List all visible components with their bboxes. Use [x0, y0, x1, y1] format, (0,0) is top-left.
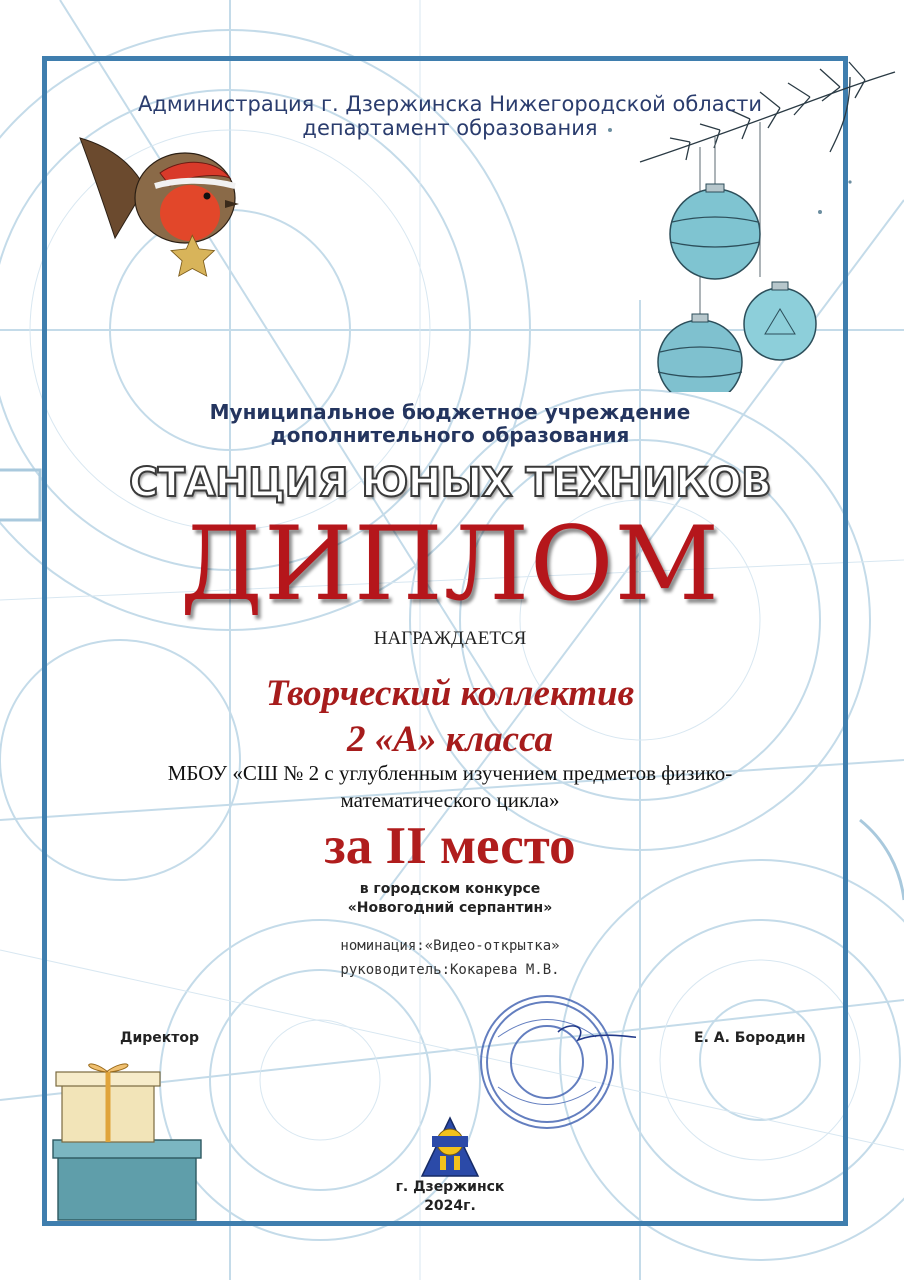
- contest-line2: «Новогодний серпантин»: [347, 900, 553, 916]
- director-label: Директор: [120, 1030, 200, 1046]
- institution-type: [60, 401, 840, 447]
- nomination: номинация:«Видео-открытка»: [340, 938, 560, 954]
- footer-city: г. Дзержинск: [395, 1179, 505, 1195]
- recipient-line2: 2 «А» класса: [346, 719, 554, 760]
- official-stamp-icon: [458, 992, 636, 1132]
- diploma-title: ДИПЛОМ: [179, 505, 720, 624]
- gift-boxes-icon: [48, 1058, 208, 1228]
- director-name: Е. А. Бородин: [694, 1030, 806, 1046]
- contest-line1: в городском конкурсе: [359, 881, 541, 897]
- supervisor: руководитель:Кокарева М.В.: [340, 962, 560, 978]
- recipient-line1: Творческий коллектив: [265, 673, 635, 714]
- nomination-block: [60, 934, 840, 982]
- administration-line: Администрация г. Дзержинска Нижегородской области: [137, 92, 763, 116]
- department-line: департамент образования: [302, 116, 598, 140]
- robin-bird-icon: [75, 128, 245, 288]
- contest-name: [60, 880, 840, 918]
- footer-year: 2024г.: [424, 1198, 476, 1214]
- institution-name: СТАНЦИЯ ЮНЫХ ТЕХНИКОВ: [128, 460, 772, 506]
- school-line1: МБОУ «СШ № 2 с углубленным изучением предметов физико-: [167, 761, 733, 785]
- station-logo-icon: [420, 1116, 480, 1178]
- administration-heading: [60, 92, 840, 140]
- school-name: [90, 760, 810, 814]
- place-award: за II место: [324, 817, 576, 875]
- footer-location: [300, 1178, 600, 1216]
- institution-line2: дополнительного образования: [270, 423, 630, 447]
- awarded-label: НАГРАЖДАЕТСЯ: [373, 628, 527, 649]
- school-line2: математического цикла»: [340, 788, 560, 812]
- institution-line1: Муниципальное бюджетное учреждение: [209, 400, 691, 424]
